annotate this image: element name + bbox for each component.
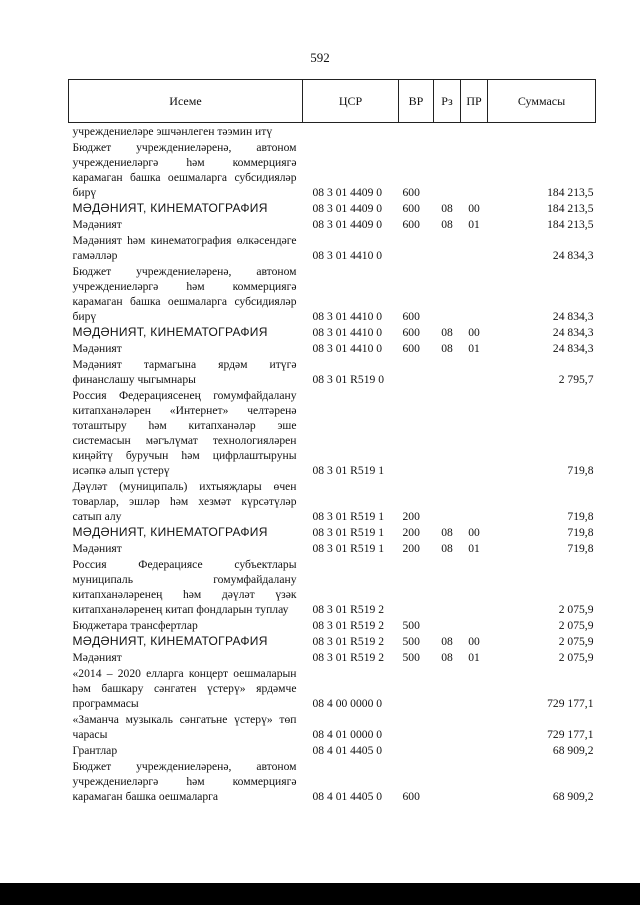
cell-sum xyxy=(488,123,596,141)
cell-pr xyxy=(461,264,488,325)
table-body xyxy=(69,123,596,806)
cell-rz: 08 xyxy=(441,218,453,231)
cell-pr xyxy=(461,557,488,618)
cell-csr: 08 3 01 4409 0 xyxy=(312,202,383,215)
table-row xyxy=(69,264,596,325)
cell-sum: 719,8 xyxy=(567,542,594,555)
cell-sum: 729 177,1 xyxy=(547,697,594,710)
cell-rz xyxy=(434,666,461,712)
table-row xyxy=(69,743,596,759)
cell-name: Россия Федерациясенең гомумфайдалану китапханәләрен «Интернет» челтәренә тоташтыру һәм китапханәләр эше системасын мәгълүмат технологияләрен киңәйтү буручын һәм цифрлаштыруны исәпкә алып үстерү xyxy=(72,389,297,477)
cell-rz xyxy=(434,557,461,618)
cell-rz: 08 xyxy=(441,526,453,539)
cell-vr xyxy=(399,233,434,264)
cell-vr: 600 xyxy=(402,790,420,803)
column-header-rz: Рз xyxy=(434,80,461,123)
cell-name: Россия Федерациясе субъектлары муниципаль гомумфайдалану китапханәләренең һәм дәүләт үзәк китапханәләренең китап фондларын туплау xyxy=(72,558,297,616)
cell-csr: 08 3 01 R519 2 xyxy=(312,603,384,616)
cell-rz xyxy=(434,233,461,264)
cell-csr: 08 3 01 R519 1 xyxy=(312,542,384,555)
table-row xyxy=(69,341,596,357)
table-row xyxy=(69,388,596,479)
cell-sum: 24 834,3 xyxy=(552,310,594,323)
cell-name: Грантлар xyxy=(72,744,118,757)
cell-name: Бюджетара трансфертлар xyxy=(72,619,198,632)
cell-rz xyxy=(434,357,461,388)
cell-sum: 2 075,9 xyxy=(558,635,594,648)
cell-vr: 600 xyxy=(402,310,420,323)
cell-vr: 600 xyxy=(402,326,420,339)
cell-name: МӘДӘНИЯТ, КИНЕМАТОГРАФИЯ xyxy=(72,325,268,339)
cell-csr: 08 3 01 R519 1 xyxy=(312,526,384,539)
cell-sum: 2 075,9 xyxy=(558,619,594,632)
cell-vr xyxy=(399,357,434,388)
cell-sum: 68 909,2 xyxy=(552,790,594,803)
cell-sum: 24 834,3 xyxy=(552,249,594,262)
cell-rz xyxy=(434,759,461,805)
table-row xyxy=(69,479,596,525)
page-number: 592 xyxy=(310,50,330,65)
cell-csr: 08 4 00 0000 0 xyxy=(312,697,383,710)
cell-rz xyxy=(434,140,461,201)
cell-rz: 08 xyxy=(441,542,453,555)
cell-pr xyxy=(461,712,488,743)
cell-rz xyxy=(434,618,461,634)
budget-table xyxy=(68,79,596,805)
table-header-row xyxy=(69,80,596,123)
table-row xyxy=(69,634,596,650)
cell-pr xyxy=(461,388,488,479)
cell-name: Мәдәният һәм кинематография өлкәсендәге гамәлләр xyxy=(72,234,297,262)
cell-sum: 719,8 xyxy=(567,526,594,539)
cell-pr xyxy=(461,233,488,264)
cell-pr xyxy=(461,140,488,201)
cell-vr xyxy=(399,666,434,712)
cell-sum: 2 795,7 xyxy=(558,373,594,386)
cell-sum: 2 075,9 xyxy=(558,651,594,664)
table-row xyxy=(69,759,596,805)
cell-rz xyxy=(434,388,461,479)
cell-name: Бюджет учреждениеләренә, автоном учреждениеләргә һәм коммерциягә карамаган башка оешмаларга субсидияләр бирү xyxy=(72,265,297,323)
cell-rz: 08 xyxy=(441,342,453,355)
cell-rz xyxy=(434,743,461,759)
cell-vr xyxy=(399,557,434,618)
cell-rz xyxy=(434,712,461,743)
cell-sum: 719,8 xyxy=(567,510,594,523)
cell-sum: 24 834,3 xyxy=(552,342,594,355)
cell-csr: 08 4 01 4405 0 xyxy=(312,790,383,803)
table-row xyxy=(69,123,596,141)
cell-vr: 600 xyxy=(402,202,420,215)
cell-csr: 08 4 01 4405 0 xyxy=(312,744,383,757)
cell-pr xyxy=(461,618,488,634)
cell-sum: 184 213,5 xyxy=(547,218,594,231)
cell-name: Мәдәният тармагына ярдәм итүгә финанслашу чыгымнары xyxy=(72,358,297,386)
cell-rz: 08 xyxy=(441,651,453,664)
cell-pr: 00 xyxy=(468,526,480,539)
cell-vr: 200 xyxy=(402,526,420,539)
table-row xyxy=(69,201,596,217)
cell-csr: 08 3 01 4410 0 xyxy=(312,326,383,339)
table-row xyxy=(69,525,596,541)
cell-sum: 719,8 xyxy=(567,464,594,477)
cell-pr: 01 xyxy=(468,342,480,355)
cell-name: МӘДӘНИЯТ, КИНЕМАТОГРАФИЯ xyxy=(72,634,268,648)
cell-name: учреждениеләре эшчәнлеген тәэмин итү xyxy=(72,125,273,138)
table-row xyxy=(69,650,596,666)
cell-sum: 184 213,5 xyxy=(547,186,594,199)
cell-pr: 01 xyxy=(468,542,480,555)
cell-rz: 08 xyxy=(441,326,453,339)
cell-vr: 200 xyxy=(402,542,420,555)
cell-rz xyxy=(434,479,461,525)
cell-csr: 08 3 01 R519 2 xyxy=(312,651,384,664)
cell-rz: 08 xyxy=(441,202,453,215)
table-row xyxy=(69,618,596,634)
cell-csr: 08 3 01 4410 0 xyxy=(312,310,383,323)
cell-sum: 184 213,5 xyxy=(547,202,594,215)
table-row xyxy=(69,541,596,557)
cell-sum: 68 909,2 xyxy=(552,744,594,757)
table-row xyxy=(69,325,596,341)
table-row xyxy=(69,357,596,388)
cell-name: МӘДӘНИЯТ, КИНЕМАТОГРАФИЯ xyxy=(72,525,268,539)
cell-pr: 00 xyxy=(468,635,480,648)
column-header-name: Исеме xyxy=(69,80,303,123)
cell-rz xyxy=(434,264,461,325)
cell-pr xyxy=(461,357,488,388)
table-row xyxy=(69,557,596,618)
cell-name: Мәдәният xyxy=(72,542,122,555)
cell-pr xyxy=(461,759,488,805)
cell-vr: 600 xyxy=(402,342,420,355)
cell-sum: 729 177,1 xyxy=(547,728,594,741)
cell-vr: 600 xyxy=(402,218,420,231)
cell-pr: 00 xyxy=(468,326,480,339)
cell-vr: 500 xyxy=(402,619,420,632)
cell-vr xyxy=(399,388,434,479)
cell-csr xyxy=(303,123,399,141)
cell-name: Мәдәният xyxy=(72,342,122,355)
cell-name: Мәдәният xyxy=(72,218,122,231)
cell-vr xyxy=(399,123,434,141)
cell-csr: 08 3 01 R519 1 xyxy=(312,464,384,477)
cell-csr: 08 3 01 R519 0 xyxy=(312,373,384,386)
cell-name: «Заманча музыкаль сәнгатьне үстерү» төп чарасы xyxy=(72,713,297,741)
cell-sum: 2 075,9 xyxy=(558,603,594,616)
cell-rz: 08 xyxy=(441,635,453,648)
column-header-pr: ПР xyxy=(461,80,488,123)
cell-csr: 08 4 01 0000 0 xyxy=(312,728,383,741)
cell-name: Дәүләт (муниципаль) ихтыяҗлары өчен товарлар, эшләр һәм хезмәт күрсәтүләр сатып алу xyxy=(72,480,297,523)
cell-pr: 00 xyxy=(468,202,480,215)
cell-vr: 600 xyxy=(402,186,420,199)
scan-edge-bar xyxy=(0,883,640,905)
cell-csr: 08 3 01 R519 2 xyxy=(312,619,384,632)
cell-csr: 08 3 01 4409 0 xyxy=(312,186,383,199)
cell-pr: 01 xyxy=(468,651,480,664)
cell-pr xyxy=(461,743,488,759)
column-header-csr: ЦСР xyxy=(303,80,399,123)
column-header-vr: ВР xyxy=(399,80,434,123)
table-row xyxy=(69,233,596,264)
cell-csr: 08 3 01 R519 2 xyxy=(312,635,384,648)
cell-vr xyxy=(399,712,434,743)
cell-csr: 08 3 01 4410 0 xyxy=(312,249,383,262)
cell-pr xyxy=(461,123,488,141)
cell-name: Бюджет учреждениеләренә, автоном учреждениеләргә һәм коммерциягә карамаган башка оешмаларга субсидияләр бирү xyxy=(72,141,297,199)
table-row xyxy=(69,140,596,201)
table-row xyxy=(69,712,596,743)
cell-vr xyxy=(399,743,434,759)
cell-vr: 200 xyxy=(402,510,420,523)
cell-name: МӘДӘНИЯТ, КИНЕМАТОГРАФИЯ xyxy=(72,201,268,215)
table-row xyxy=(69,217,596,233)
cell-pr xyxy=(461,666,488,712)
cell-name: Бюджет учреждениеләренә, автоном учреждениеләргә һәм коммерциягә карамаган башка оешмаларга xyxy=(72,760,297,803)
cell-name: «2014 – 2020 елларга концерт оешмаларын һәм башкару сәнгатен үстерү» ярдәмче программасы xyxy=(72,667,297,710)
cell-sum: 24 834,3 xyxy=(552,326,594,339)
cell-vr: 500 xyxy=(402,651,420,664)
cell-vr: 500 xyxy=(402,635,420,648)
cell-csr: 08 3 01 4409 0 xyxy=(312,218,383,231)
cell-csr: 08 3 01 4410 0 xyxy=(312,342,383,355)
cell-name: Мәдәният xyxy=(72,651,122,664)
column-header-sum: Суммасы xyxy=(488,80,596,123)
cell-csr: 08 3 01 R519 1 xyxy=(312,510,384,523)
table-row xyxy=(69,666,596,712)
cell-pr xyxy=(461,479,488,525)
cell-rz xyxy=(434,123,461,141)
cell-pr: 01 xyxy=(468,218,480,231)
